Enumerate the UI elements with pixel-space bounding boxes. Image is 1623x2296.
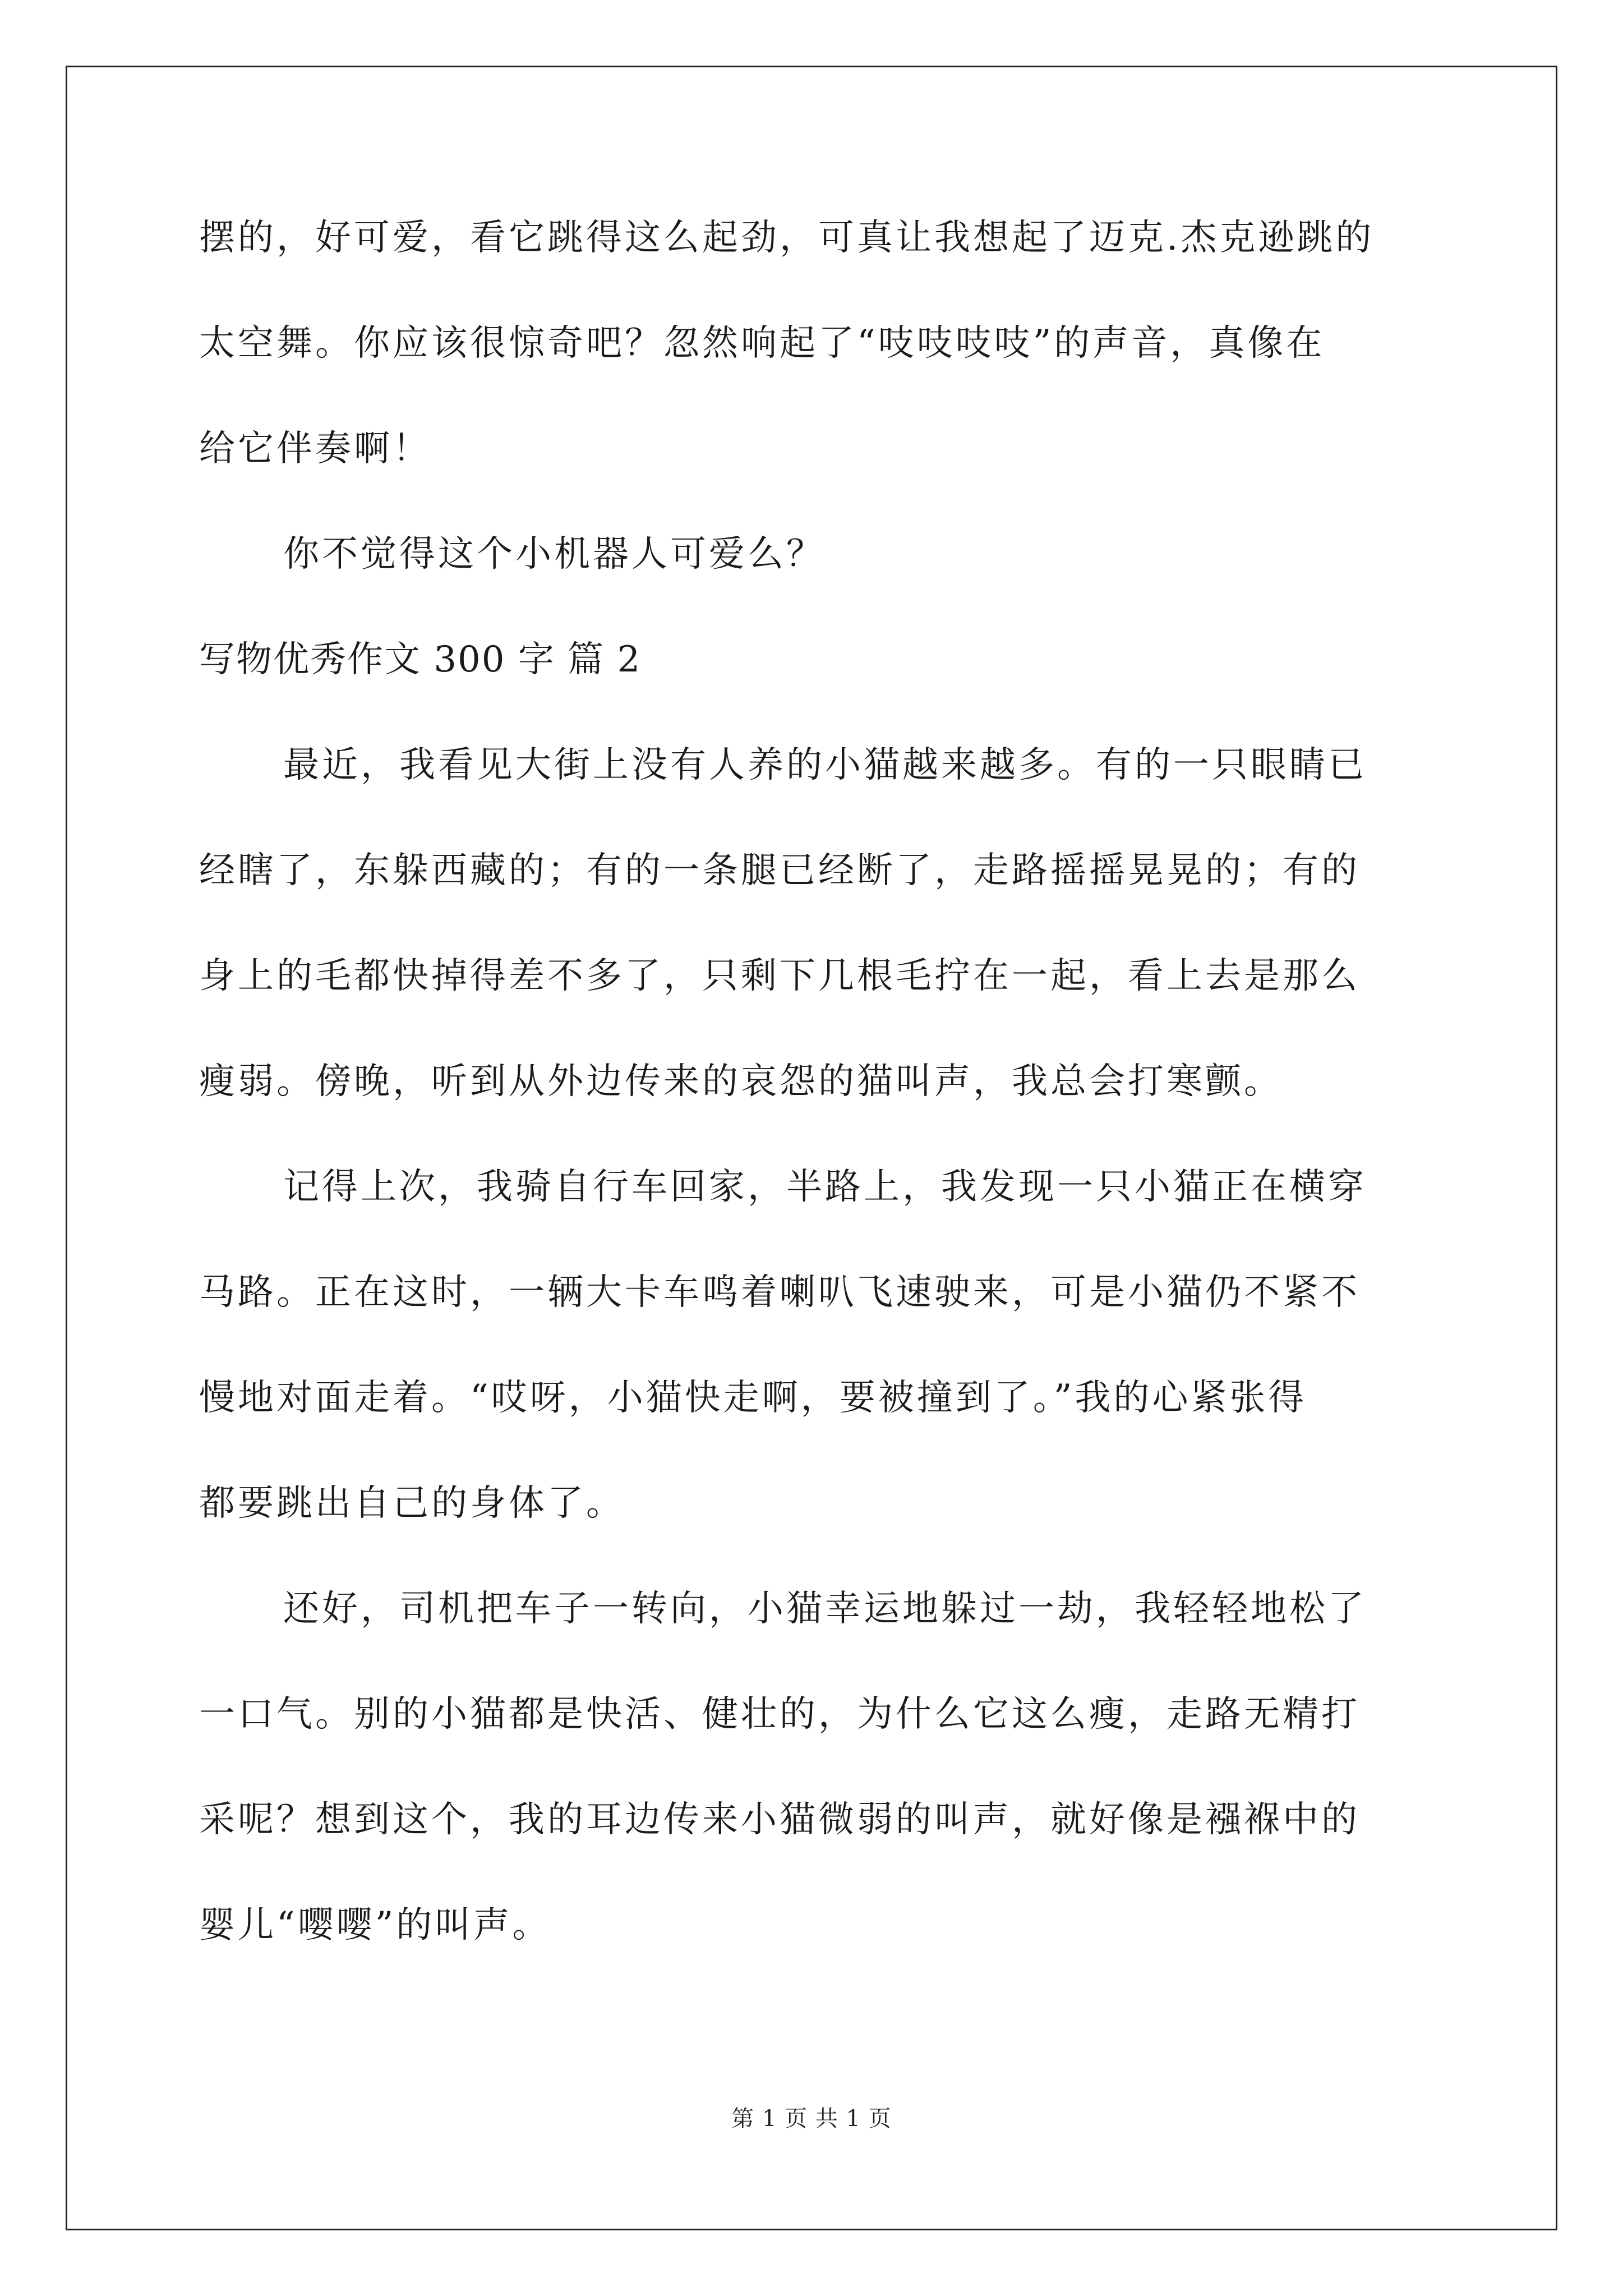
text-line: 马路。正在这时，一辆大卡车鸣着喇叭飞速驶来，可是小猫仍不紧不 xyxy=(199,1272,1360,1313)
page-number: 第 1 页 共 1 页 xyxy=(731,2106,892,2132)
text-line: 最近，我看见大街上没有人养的小猫越来越多。有的一只眼睛已 xyxy=(283,744,1367,786)
text-line: 采呢？想到这个，我的耳边传来小猫微弱的叫声，就好像是襁褓中的 xyxy=(199,1799,1360,1841)
text-line: 身上的毛都快掉得差不多了，只剩下几根毛拧在一起，看上去是那么 xyxy=(199,955,1360,997)
text-line: 太空舞。你应该很惊奇吧？忽然响起了“吱吱吱吱”的声音，真像在 xyxy=(199,323,1325,364)
document-body xyxy=(199,185,1427,1978)
paragraph xyxy=(199,1556,1427,1978)
text-line: 记得上次，我骑自行车回家，半路上，我发现一只小猫正在横穿 xyxy=(283,1166,1367,1208)
text-line: 瘦弱。傍晚，听到从外边传来的哀怨的猫叫声，我总会打寒颤。 xyxy=(199,1061,1283,1102)
text-line: 都要跳出自己的身体了。 xyxy=(199,1483,625,1524)
text-line: 你不觉得这个小机器人可爱么？ xyxy=(283,533,825,575)
text-line: 摆的，好可爱，看它跳得这么起劲，可真让我想起了迈克.杰克逊跳的 xyxy=(199,217,1375,259)
text-line: 还好，司机把车子一转向，小猫幸运地躲过一劫，我轻轻地松了 xyxy=(283,1588,1367,1630)
text-line: 一口气。别的小猫都是快活、健壮的，为什么它这么瘦，走路无精打 xyxy=(199,1694,1360,1735)
text-line: 给它伴奏啊！ xyxy=(199,428,431,470)
paragraph xyxy=(199,185,1427,501)
text-line: 婴儿“嘤嘤”的叫声。 xyxy=(199,1904,551,1946)
paragraph xyxy=(199,712,1427,1134)
paragraph xyxy=(199,1134,1427,1556)
text-line: 经瞎了，东躲西藏的；有的一条腿已经断了，走路摇摇晃晃的；有的 xyxy=(199,850,1360,891)
text-line: 慢地对面走着。“哎呀，小猫快走啊，要被撞到了。”我的心紧张得 xyxy=(199,1377,1307,1419)
paragraph xyxy=(199,501,1427,607)
section-heading: 写物优秀作文 300 字 篇 2 xyxy=(199,639,642,680)
